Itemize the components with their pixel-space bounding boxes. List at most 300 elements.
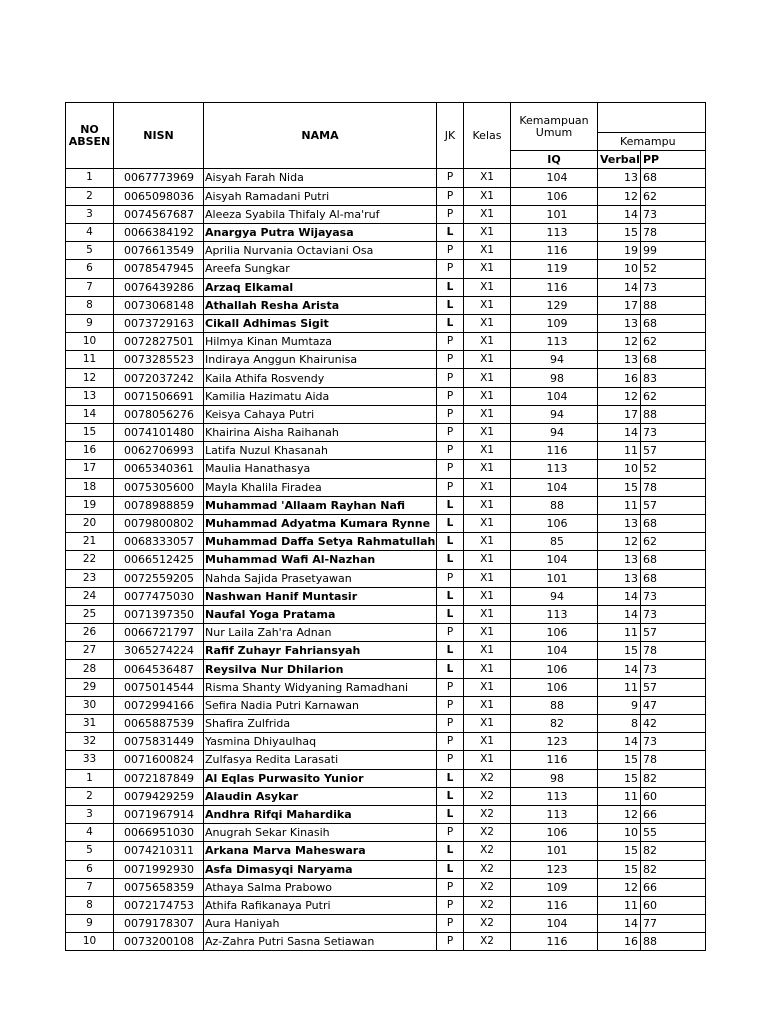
cell-iq: 113 [511, 805, 598, 823]
cell-iq: 109 [511, 878, 598, 896]
cell-no: 25 [66, 605, 114, 623]
cell-kelas: X1 [464, 678, 511, 696]
cell-verbal: 14 [598, 733, 641, 751]
table-row [66, 424, 706, 442]
cell-iq: 94 [511, 351, 598, 369]
cell-nama: Yasmina Dhiyaulhaq [204, 733, 437, 751]
table-body [66, 169, 706, 951]
cell-pp: 82 [641, 860, 706, 878]
table-row [66, 460, 706, 478]
cell-pp: 68 [641, 351, 706, 369]
cell-pp: 68 [641, 551, 706, 569]
table-row [66, 405, 706, 423]
cell-no: 6 [66, 260, 114, 278]
cell-pp: 68 [641, 169, 706, 187]
cell-iq: 104 [511, 169, 598, 187]
cell-nama: Sefira Nadia Putri Karnawan [204, 696, 437, 714]
cell-nisn: 0065887539 [114, 715, 204, 733]
cell-nama: Areefa Sungkar [204, 260, 437, 278]
table-row [66, 751, 706, 769]
cell-kelas: X1 [464, 278, 511, 296]
cell-pp: 55 [641, 824, 706, 842]
cell-nisn: 0078056276 [114, 405, 204, 423]
cell-nisn: 0076613549 [114, 242, 204, 260]
cell-no: 28 [66, 660, 114, 678]
header-kemampuan-umum: Kemampuan Umum [511, 103, 598, 151]
cell-kelas: X1 [464, 242, 511, 260]
header-nisn: NISN [114, 103, 204, 169]
cell-verbal: 15 [598, 478, 641, 496]
cell-jk: L [437, 514, 464, 532]
cell-kelas: X1 [464, 715, 511, 733]
table-row [66, 223, 706, 241]
cell-nama: Zulfasya Redita Larasati [204, 751, 437, 769]
cell-verbal: 10 [598, 460, 641, 478]
header-blank [598, 103, 706, 133]
cell-nama: Nashwan Hanif Muntasir [204, 587, 437, 605]
cell-nama: Muhammad Wafi Al-Nazhan [204, 551, 437, 569]
cell-pp: 62 [641, 333, 706, 351]
cell-kelas: X1 [464, 533, 511, 551]
cell-kelas: X2 [464, 878, 511, 896]
cell-nisn: 0068333057 [114, 533, 204, 551]
cell-nisn: 0072994166 [114, 696, 204, 714]
table-row [66, 624, 706, 642]
cell-iq: 123 [511, 860, 598, 878]
cell-no: 8 [66, 896, 114, 914]
table-row [66, 678, 706, 696]
cell-nisn: 0074567687 [114, 205, 204, 223]
cell-kelas: X1 [464, 514, 511, 532]
cell-no: 14 [66, 405, 114, 423]
cell-iq: 88 [511, 496, 598, 514]
cell-nama: Nur Laila Zah'ra Adnan [204, 624, 437, 642]
cell-jk: P [437, 424, 464, 442]
cell-no: 17 [66, 460, 114, 478]
cell-nisn: 0077475030 [114, 587, 204, 605]
cell-verbal: 14 [598, 587, 641, 605]
cell-nama: Keisya Cahaya Putri [204, 405, 437, 423]
cell-iq: 106 [511, 624, 598, 642]
cell-kelas: X1 [464, 733, 511, 751]
cell-verbal: 11 [598, 678, 641, 696]
cell-nama: Shafira Zulfrida [204, 715, 437, 733]
cell-no: 22 [66, 551, 114, 569]
cell-nama: Naufal Yoga Pratama [204, 605, 437, 623]
table-row [66, 296, 706, 314]
table-row [66, 569, 706, 587]
table-row [66, 369, 706, 387]
cell-nama: Aprilia Nurvania Octaviani Osa [204, 242, 437, 260]
cell-no: 18 [66, 478, 114, 496]
table-row [66, 478, 706, 496]
cell-jk: L [437, 587, 464, 605]
cell-nama: Muhammad Adyatma Kumara Rynne [204, 514, 437, 532]
cell-nama: Hilmya Kinan Mumtaza [204, 333, 437, 351]
cell-jk: L [437, 605, 464, 623]
table-row [66, 242, 706, 260]
cell-jk: L [437, 805, 464, 823]
header-nama: NAMA [204, 103, 437, 169]
cell-no: 6 [66, 860, 114, 878]
cell-nisn: 0074101480 [114, 424, 204, 442]
cell-nisn: 0066384192 [114, 223, 204, 241]
cell-no: 4 [66, 223, 114, 241]
cell-nisn: 0072827501 [114, 333, 204, 351]
cell-no: 9 [66, 314, 114, 332]
cell-pp: 78 [641, 478, 706, 496]
table-row [66, 824, 706, 842]
cell-no: 2 [66, 187, 114, 205]
cell-no: 8 [66, 296, 114, 314]
cell-verbal: 17 [598, 296, 641, 314]
cell-nisn: 0073068148 [114, 296, 204, 314]
cell-jk: P [437, 260, 464, 278]
cell-nisn: 0078988859 [114, 496, 204, 514]
header-no-absen: NO ABSEN [66, 103, 114, 169]
cell-kelas: X1 [464, 642, 511, 660]
cell-no: 1 [66, 169, 114, 187]
cell-verbal: 12 [598, 387, 641, 405]
cell-verbal: 15 [598, 769, 641, 787]
cell-verbal: 14 [598, 915, 641, 933]
cell-iq: 113 [511, 605, 598, 623]
table-row [66, 696, 706, 714]
cell-verbal: 15 [598, 860, 641, 878]
cell-verbal: 14 [598, 278, 641, 296]
cell-nama: Nahda Sajida Prasetyawan [204, 569, 437, 587]
cell-jk: L [437, 642, 464, 660]
cell-nisn: 0075658359 [114, 878, 204, 896]
cell-kelas: X1 [464, 223, 511, 241]
table-row [66, 496, 706, 514]
cell-pp: 57 [641, 624, 706, 642]
cell-nisn: 0071506691 [114, 387, 204, 405]
cell-nisn: 3065274224 [114, 642, 204, 660]
cell-kelas: X1 [464, 169, 511, 187]
cell-nama: Aura Haniyah [204, 915, 437, 933]
table-row [66, 896, 706, 914]
cell-iq: 94 [511, 587, 598, 605]
cell-kelas: X1 [464, 496, 511, 514]
cell-kelas: X1 [464, 460, 511, 478]
cell-jk: L [437, 769, 464, 787]
cell-iq: 119 [511, 260, 598, 278]
cell-jk: P [437, 369, 464, 387]
cell-verbal: 15 [598, 642, 641, 660]
cell-nisn: 0079800802 [114, 514, 204, 532]
cell-verbal: 14 [598, 660, 641, 678]
cell-verbal: 16 [598, 369, 641, 387]
table-row [66, 587, 706, 605]
cell-iq: 98 [511, 769, 598, 787]
table-row [66, 769, 706, 787]
cell-pp: 73 [641, 587, 706, 605]
cell-kelas: X1 [464, 205, 511, 223]
cell-iq: 82 [511, 715, 598, 733]
table-row [66, 715, 706, 733]
cell-iq: 106 [511, 824, 598, 842]
cell-verbal: 19 [598, 242, 641, 260]
cell-jk: P [437, 478, 464, 496]
cell-verbal: 11 [598, 896, 641, 914]
cell-no: 21 [66, 533, 114, 551]
cell-nisn: 0071600824 [114, 751, 204, 769]
cell-jk: P [437, 915, 464, 933]
cell-no: 27 [66, 642, 114, 660]
cell-jk: P [437, 824, 464, 842]
cell-jk: P [437, 187, 464, 205]
cell-nisn: 0071397350 [114, 605, 204, 623]
cell-kelas: X2 [464, 805, 511, 823]
cell-nisn: 0072037242 [114, 369, 204, 387]
cell-no: 2 [66, 787, 114, 805]
cell-pp: 60 [641, 896, 706, 914]
cell-iq: 98 [511, 369, 598, 387]
cell-iq: 129 [511, 296, 598, 314]
header-kemampuan-partial: Kemampu [598, 133, 706, 151]
cell-kelas: X1 [464, 569, 511, 587]
cell-nisn: 0075014544 [114, 678, 204, 696]
cell-verbal: 9 [598, 696, 641, 714]
cell-nisn: 0079429259 [114, 787, 204, 805]
cell-iq: 104 [511, 642, 598, 660]
cell-verbal: 14 [598, 605, 641, 623]
cell-kelas: X1 [464, 605, 511, 623]
table-row [66, 387, 706, 405]
cell-pp: 73 [641, 278, 706, 296]
cell-iq: 113 [511, 460, 598, 478]
cell-no: 11 [66, 351, 114, 369]
cell-iq: 116 [511, 442, 598, 460]
cell-pp: 68 [641, 569, 706, 587]
cell-nama: Aleeza Syabila Thifaly Al-ma'ruf [204, 205, 437, 223]
cell-no: 24 [66, 587, 114, 605]
table-row [66, 642, 706, 660]
cell-kelas: X2 [464, 860, 511, 878]
cell-iq: 94 [511, 405, 598, 423]
cell-kelas: X1 [464, 333, 511, 351]
cell-kelas: X1 [464, 351, 511, 369]
cell-jk: P [437, 460, 464, 478]
cell-kelas: X1 [464, 587, 511, 605]
header-iq: IQ [511, 151, 598, 169]
cell-iq: 101 [511, 569, 598, 587]
cell-no: 10 [66, 933, 114, 951]
cell-nisn: 0072559205 [114, 569, 204, 587]
cell-verbal: 12 [598, 878, 641, 896]
cell-pp: 68 [641, 314, 706, 332]
cell-nama: Mayla Khalila Firadea [204, 478, 437, 496]
header-jk: JK [437, 103, 464, 169]
cell-verbal: 11 [598, 496, 641, 514]
cell-nama: Aisyah Ramadani Putri [204, 187, 437, 205]
cell-nisn: 0066721797 [114, 624, 204, 642]
cell-jk: P [437, 933, 464, 951]
table-row [66, 551, 706, 569]
cell-iq: 94 [511, 424, 598, 442]
table-row [66, 805, 706, 823]
table-row [66, 878, 706, 896]
cell-nisn: 0073285523 [114, 351, 204, 369]
cell-jk: P [437, 351, 464, 369]
cell-verbal: 12 [598, 533, 641, 551]
cell-kelas: X2 [464, 896, 511, 914]
cell-no: 20 [66, 514, 114, 532]
cell-iq: 109 [511, 314, 598, 332]
cell-verbal: 13 [598, 569, 641, 587]
table-row [66, 860, 706, 878]
cell-jk: L [437, 296, 464, 314]
cell-verbal: 13 [598, 169, 641, 187]
cell-pp: 42 [641, 715, 706, 733]
cell-nisn: 0078547945 [114, 260, 204, 278]
cell-pp: 99 [641, 242, 706, 260]
cell-pp: 73 [641, 733, 706, 751]
cell-kelas: X1 [464, 187, 511, 205]
cell-no: 10 [66, 333, 114, 351]
cell-verbal: 10 [598, 260, 641, 278]
cell-iq: 116 [511, 896, 598, 914]
cell-pp: 78 [641, 751, 706, 769]
cell-jk: P [437, 878, 464, 896]
cell-pp: 60 [641, 787, 706, 805]
cell-kelas: X1 [464, 424, 511, 442]
cell-kelas: X2 [464, 915, 511, 933]
table-row [66, 205, 706, 223]
cell-iq: 106 [511, 187, 598, 205]
cell-iq: 123 [511, 733, 598, 751]
cell-no: 7 [66, 278, 114, 296]
cell-pp: 52 [641, 460, 706, 478]
cell-nama: Anargya Putra Wijayasa [204, 223, 437, 241]
cell-nama: Cikall Adhimas Sigit [204, 314, 437, 332]
table-row [66, 333, 706, 351]
spreadsheet [65, 102, 676, 951]
cell-jk: P [437, 896, 464, 914]
cell-no: 7 [66, 878, 114, 896]
cell-jk: L [437, 787, 464, 805]
cell-nama: Asfa Dimasyqi Naryama [204, 860, 437, 878]
cell-nama: Kamilia Hazimatu Aida [204, 387, 437, 405]
cell-iq: 116 [511, 242, 598, 260]
cell-nama: Athifa Rafikanaya Putri [204, 896, 437, 914]
cell-pp: 73 [641, 605, 706, 623]
cell-pp: 73 [641, 424, 706, 442]
cell-verbal: 12 [598, 805, 641, 823]
cell-pp: 78 [641, 642, 706, 660]
cell-jk: P [437, 715, 464, 733]
cell-no: 12 [66, 369, 114, 387]
cell-pp: 57 [641, 678, 706, 696]
table-row [66, 442, 706, 460]
cell-jk: P [437, 169, 464, 187]
table-row [66, 787, 706, 805]
cell-nama: Maulia Hanathasya [204, 460, 437, 478]
cell-jk: L [437, 496, 464, 514]
cell-iq: 106 [511, 660, 598, 678]
cell-no: 29 [66, 678, 114, 696]
table-row [66, 933, 706, 951]
cell-pp: 82 [641, 769, 706, 787]
cell-pp: 62 [641, 533, 706, 551]
cell-jk: L [437, 842, 464, 860]
cell-jk: P [437, 333, 464, 351]
cell-kelas: X2 [464, 769, 511, 787]
cell-nama: Arkana Marva Maheswara [204, 842, 437, 860]
cell-verbal: 11 [598, 787, 641, 805]
cell-nama: Alaudin Asykar [204, 787, 437, 805]
cell-jk: P [437, 387, 464, 405]
student-table [65, 102, 706, 951]
cell-nama: Arzaq Elkamal [204, 278, 437, 296]
cell-jk: P [437, 405, 464, 423]
cell-nama: Az-Zahra Putri Sasna Setiawan [204, 933, 437, 951]
cell-nisn: 0067773969 [114, 169, 204, 187]
cell-kelas: X2 [464, 824, 511, 842]
table-row [66, 314, 706, 332]
cell-no: 19 [66, 496, 114, 514]
cell-verbal: 15 [598, 751, 641, 769]
cell-verbal: 13 [598, 351, 641, 369]
cell-nisn: 0079178307 [114, 915, 204, 933]
cell-nama: Reysilva Nur Dhilarion [204, 660, 437, 678]
cell-jk: L [437, 533, 464, 551]
cell-kelas: X1 [464, 696, 511, 714]
cell-jk: P [437, 678, 464, 696]
cell-verbal: 13 [598, 314, 641, 332]
cell-pp: 57 [641, 496, 706, 514]
cell-nama: Rafif Zuhayr Fahriansyah [204, 642, 437, 660]
cell-kelas: X2 [464, 787, 511, 805]
cell-iq: 101 [511, 842, 598, 860]
cell-pp: 57 [641, 442, 706, 460]
cell-iq: 113 [511, 333, 598, 351]
cell-nisn: 0066512425 [114, 551, 204, 569]
cell-verbal: 11 [598, 624, 641, 642]
cell-no: 3 [66, 205, 114, 223]
table-row [66, 842, 706, 860]
cell-pp: 66 [641, 878, 706, 896]
cell-iq: 88 [511, 696, 598, 714]
cell-nisn: 0073729163 [114, 314, 204, 332]
cell-nisn: 0073200108 [114, 933, 204, 951]
cell-pp: 83 [641, 369, 706, 387]
cell-nama: Muhammad Daffa Setya Rahmatullah [204, 533, 437, 551]
cell-verbal: 11 [598, 442, 641, 460]
header-verbal: Verbal [598, 151, 641, 169]
cell-kelas: X1 [464, 405, 511, 423]
cell-no: 26 [66, 624, 114, 642]
cell-jk: P [437, 696, 464, 714]
cell-jk: L [437, 314, 464, 332]
cell-pp: 47 [641, 696, 706, 714]
cell-jk: P [437, 624, 464, 642]
cell-verbal: 10 [598, 824, 641, 842]
cell-nisn: 0075305600 [114, 478, 204, 496]
cell-pp: 73 [641, 660, 706, 678]
cell-kelas: X1 [464, 260, 511, 278]
cell-jk: L [437, 660, 464, 678]
table-row [66, 660, 706, 678]
cell-pp: 62 [641, 187, 706, 205]
cell-nama: Athaya Salma Prabowo [204, 878, 437, 896]
table-row [66, 187, 706, 205]
cell-verbal: 14 [598, 205, 641, 223]
cell-nama: Kaila Athifa Rosvendy [204, 369, 437, 387]
cell-verbal: 13 [598, 551, 641, 569]
cell-nisn: 0071967914 [114, 805, 204, 823]
